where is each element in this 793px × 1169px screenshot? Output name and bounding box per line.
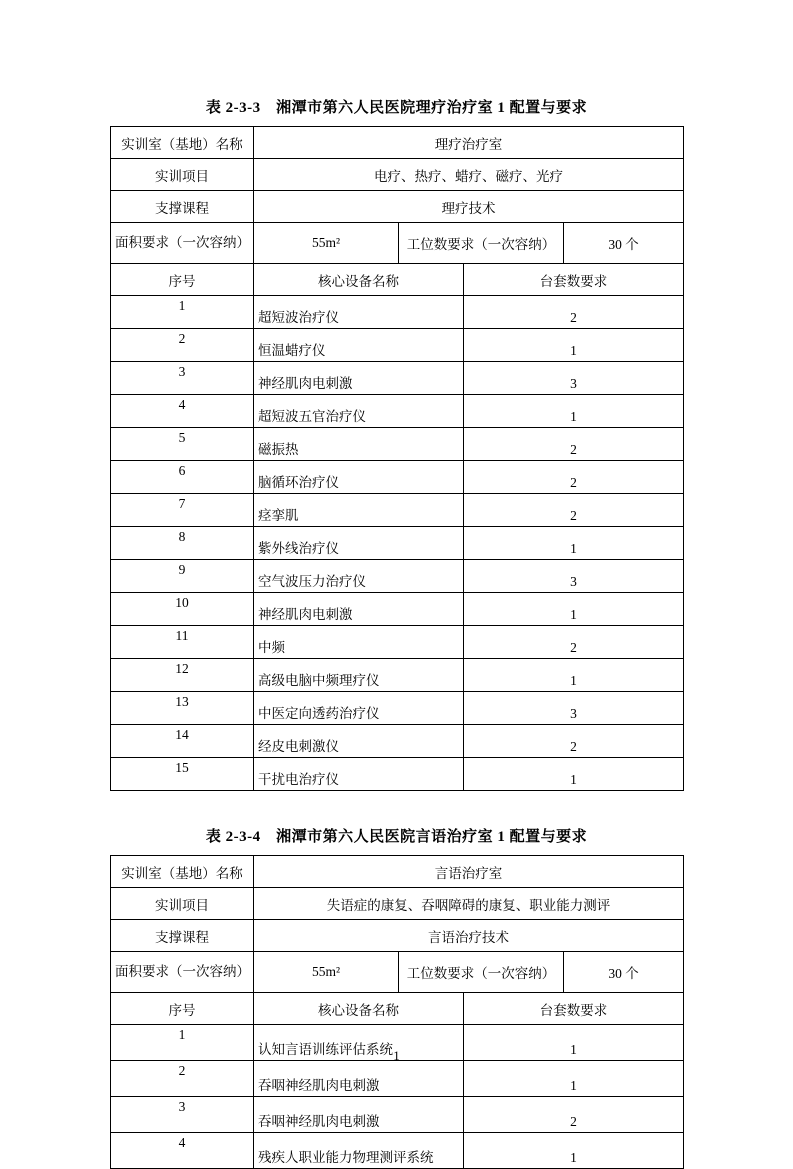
col-header-name: 核心设备名称 [254, 264, 464, 296]
equipment-qty: 3 [464, 362, 684, 395]
equipment-name: 高级电脑中频理疗仪 [254, 659, 464, 692]
equipment-no: 3 [111, 1097, 254, 1133]
equipment-name: 经皮电刺激仪 [254, 725, 464, 758]
stations-requirement-value: 30 个 [564, 952, 684, 993]
area-requirement-value: 55m² [254, 223, 399, 264]
equipment-no: 12 [111, 659, 254, 692]
equipment-name: 残疾人职业能力物理测评系统 [254, 1133, 464, 1169]
equipment-name: 吞咽神经肌肉电刺激 [254, 1097, 464, 1133]
equipment-no: 1 [111, 1025, 254, 1061]
equipment-qty: 1 [464, 659, 684, 692]
equipment-row [111, 329, 684, 362]
equipment-qty: 1 [464, 1133, 684, 1169]
equipment-qty: 2 [464, 1097, 684, 1133]
equipment-qty: 1 [464, 329, 684, 362]
info-row [111, 191, 684, 223]
info-row-value: 言语治疗室 [254, 856, 684, 888]
equipment-row [111, 725, 684, 758]
equipment-qty: 2 [464, 494, 684, 527]
info-row [111, 159, 684, 191]
equipment-no: 7 [111, 494, 254, 527]
equipment-name: 恒温蜡疗仪 [254, 329, 464, 362]
equipment-row [111, 494, 684, 527]
equipment-name: 磁振热 [254, 428, 464, 461]
equipment-name: 干扰电治疗仪 [254, 758, 464, 791]
col-header-no: 序号 [111, 264, 254, 296]
info-row-label: 实训项目 [111, 888, 254, 920]
equipment-qty: 1 [464, 593, 684, 626]
stations-requirement-value: 30 个 [564, 223, 684, 264]
info-row-label: 支撑课程 [111, 920, 254, 952]
area-requirement-label: 面积要求（一次容纳） [111, 952, 254, 993]
area-requirement-value: 55m² [254, 952, 399, 993]
info-row-value: 理疗技术 [254, 191, 684, 223]
page-number: 1 [393, 1048, 400, 1063]
equipment-no: 5 [111, 428, 254, 461]
col-header-no: 序号 [111, 993, 254, 1025]
equipment-row [111, 1097, 684, 1133]
table-section [110, 96, 683, 791]
equipment-name: 痉挛肌 [254, 494, 464, 527]
equipment-row [111, 758, 684, 791]
equipment-qty: 2 [464, 626, 684, 659]
equipment-qty: 2 [464, 725, 684, 758]
equipment-no: 4 [111, 1133, 254, 1169]
info-row [111, 888, 684, 920]
equipment-no: 6 [111, 461, 254, 494]
equipment-qty: 2 [464, 296, 684, 329]
equipment-name: 认知言语训练评估系统 [254, 1025, 464, 1061]
equipment-header-row [111, 993, 684, 1025]
table-title: 表 2-3-4 湘潭市第六人民医院言语治疗室 1 配置与要求 [205, 829, 588, 845]
equipment-name: 脑循环治疗仪 [254, 461, 464, 494]
stations-requirement-label: 工位数要求（一次容纳） [399, 952, 564, 993]
equipment-no: 10 [111, 593, 254, 626]
equipment-no: 9 [111, 560, 254, 593]
info-row-label: 实训项目 [111, 159, 254, 191]
info-row-value: 言语治疗技术 [254, 920, 684, 952]
equipment-qty: 3 [464, 692, 684, 725]
equipment-name: 吞咽神经肌肉电刺激 [254, 1061, 464, 1097]
equipment-row [111, 362, 684, 395]
col-header-name: 核心设备名称 [254, 993, 464, 1025]
equipment-row [111, 1133, 684, 1169]
equipment-name: 空气波压力治疗仪 [254, 560, 464, 593]
equipment-no: 4 [111, 395, 254, 428]
equipment-no: 2 [111, 329, 254, 362]
info-row-value: 失语症的康复、吞咽障碍的康复、职业能力测评 [254, 888, 684, 920]
equipment-qty: 1 [464, 395, 684, 428]
area-row [111, 952, 684, 993]
table-title: 表 2-3-3 湘潭市第六人民医院理疗治疗室 1 配置与要求 [205, 100, 588, 116]
equipment-name: 中医定向透药治疗仪 [254, 692, 464, 725]
equipment-row [111, 560, 684, 593]
equipment-name: 超短波治疗仪 [254, 296, 464, 329]
equipment-row [111, 626, 684, 659]
info-row [111, 127, 684, 159]
equipment-row [111, 692, 684, 725]
info-row [111, 920, 684, 952]
col-header-qty: 台套数要求 [464, 264, 684, 296]
area-row [111, 223, 684, 264]
equipment-qty: 1 [464, 758, 684, 791]
equipment-name: 中频 [254, 626, 464, 659]
equipment-name: 紫外线治疗仪 [254, 527, 464, 560]
equipment-no: 2 [111, 1061, 254, 1097]
equipment-no: 11 [111, 626, 254, 659]
equipment-row [111, 527, 684, 560]
info-row-label: 实训室（基地）名称 [111, 856, 254, 888]
equipment-qty: 3 [464, 560, 684, 593]
equipment-row [111, 1061, 684, 1097]
equipment-row [111, 593, 684, 626]
config-table [110, 855, 684, 1169]
equipment-qty: 1 [464, 1061, 684, 1097]
equipment-qty: 1 [464, 1025, 684, 1061]
col-header-qty: 台套数要求 [464, 993, 684, 1025]
info-row-value: 理疗治疗室 [254, 127, 684, 159]
info-row [111, 856, 684, 888]
equipment-row [111, 395, 684, 428]
table-section [110, 825, 683, 1169]
equipment-row [111, 461, 684, 494]
info-row-label: 实训室（基地）名称 [111, 127, 254, 159]
info-row-value: 电疗、热疗、蜡疗、磁疗、光疗 [254, 159, 684, 191]
equipment-row [111, 428, 684, 461]
equipment-row [111, 659, 684, 692]
area-requirement-label: 面积要求（一次容纳） [111, 223, 254, 264]
equipment-header-row [111, 264, 684, 296]
equipment-qty: 2 [464, 461, 684, 494]
equipment-name: 神经肌肉电刺激 [254, 593, 464, 626]
equipment-no: 8 [111, 527, 254, 560]
equipment-qty: 1 [464, 527, 684, 560]
equipment-no: 13 [111, 692, 254, 725]
stations-requirement-label: 工位数要求（一次容纳） [399, 223, 564, 264]
equipment-row [111, 296, 684, 329]
equipment-no: 1 [111, 296, 254, 329]
equipment-no: 15 [111, 758, 254, 791]
config-table [110, 126, 684, 791]
info-row-label: 支撑课程 [111, 191, 254, 223]
equipment-name: 超短波五官治疗仪 [254, 395, 464, 428]
equipment-name: 神经肌肉电刺激 [254, 362, 464, 395]
equipment-no: 3 [111, 362, 254, 395]
equipment-no: 14 [111, 725, 254, 758]
equipment-qty: 2 [464, 428, 684, 461]
